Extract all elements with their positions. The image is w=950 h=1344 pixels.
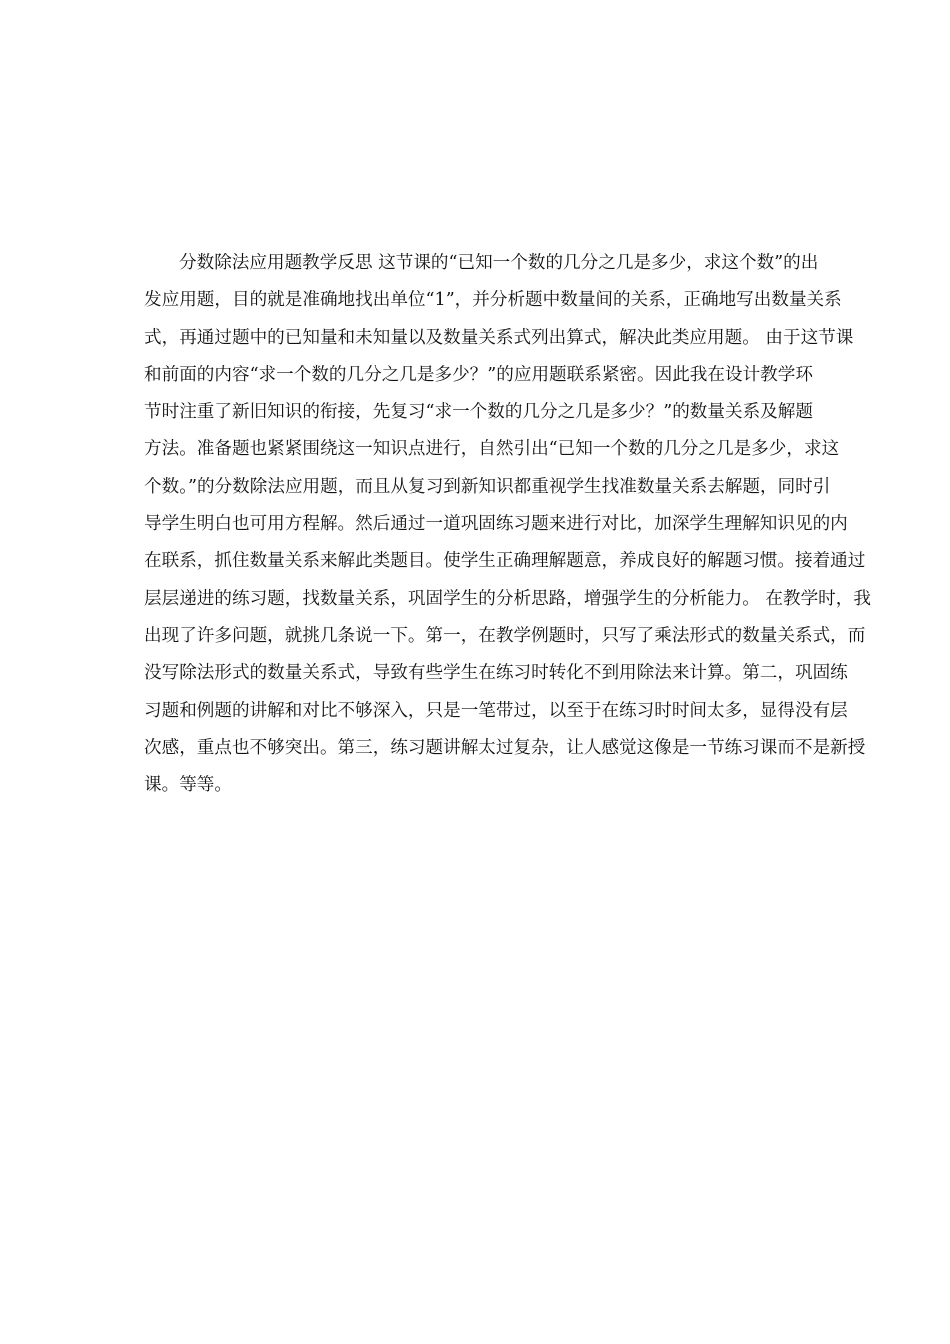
text-line-7: 个数。”的分数除法应用题，而且从复习到新知识都重视学生找准数量关系去解题，同时引 (144, 476, 831, 497)
text-line-12: 没写除法形式的数量关系式，导致有些学生在练习时转化不到用除法来计算。第二，巩固练 (144, 663, 848, 684)
text-line-13: 习题和例题的讲解和对比不够深入，只是一笔带过，以至于在练习时时间太多，显得没有层 (144, 700, 848, 721)
text-line-1: 分数除法应用题教学反思 这节课的“已知一个数的几分之几是多少，求这个数”的出 (179, 253, 819, 273)
text-line-3: 式，再通过题中的已知量和未知量以及数量关系式列出算式，解决此类应用题。 由于这节课 (144, 327, 854, 348)
text-line-4: 和前面的内容“求一个数的几分之几是多少？”的应用题联系紧密。因此我在设计教学环 (144, 364, 813, 385)
text-line-11: 出现了许多问题，就挑几条说一下。第一，在教学例题时，只写了乘法形式的数量关系式，而 (144, 625, 866, 646)
reflection-paragraph (144, 245, 871, 804)
text-line-6: 方法。准备题也紧紧围绕这一知识点进行，自然引出“已知一个数的几分之几是多少，求这 (144, 439, 840, 460)
text-line-14: 次感，重点也不够突出。第三，练习题讲解太过复杂，让人感觉这像是一节练习课而不是新授 (144, 737, 866, 758)
text-line-15: 课。等等。 (144, 775, 232, 796)
text-line-8: 导学生明白也可用方程解。然后通过一道巩固练习题来进行对比，加深学生理解知识见的内 (144, 514, 848, 535)
text-line-10: 层层递进的练习题，找数量关系，巩固学生的分析思路，增强学生的分析能力。 在教学时，我 (144, 588, 871, 609)
text-line-5: 节时注重了新旧知识的衔接，先复习“求一个数的几分之几是多少？”的数量关系及解题 (144, 402, 813, 423)
text-line-9: 在联系，抓住数量关系来解此类题目。使学生正确理解题意，养成良好的解题习惯。接着通过 (144, 551, 866, 572)
text-line-2: 发应用题，目的就是准确地找出单位“1”，并分析题中数量间的关系，正确地写出数量关系 (144, 290, 842, 311)
